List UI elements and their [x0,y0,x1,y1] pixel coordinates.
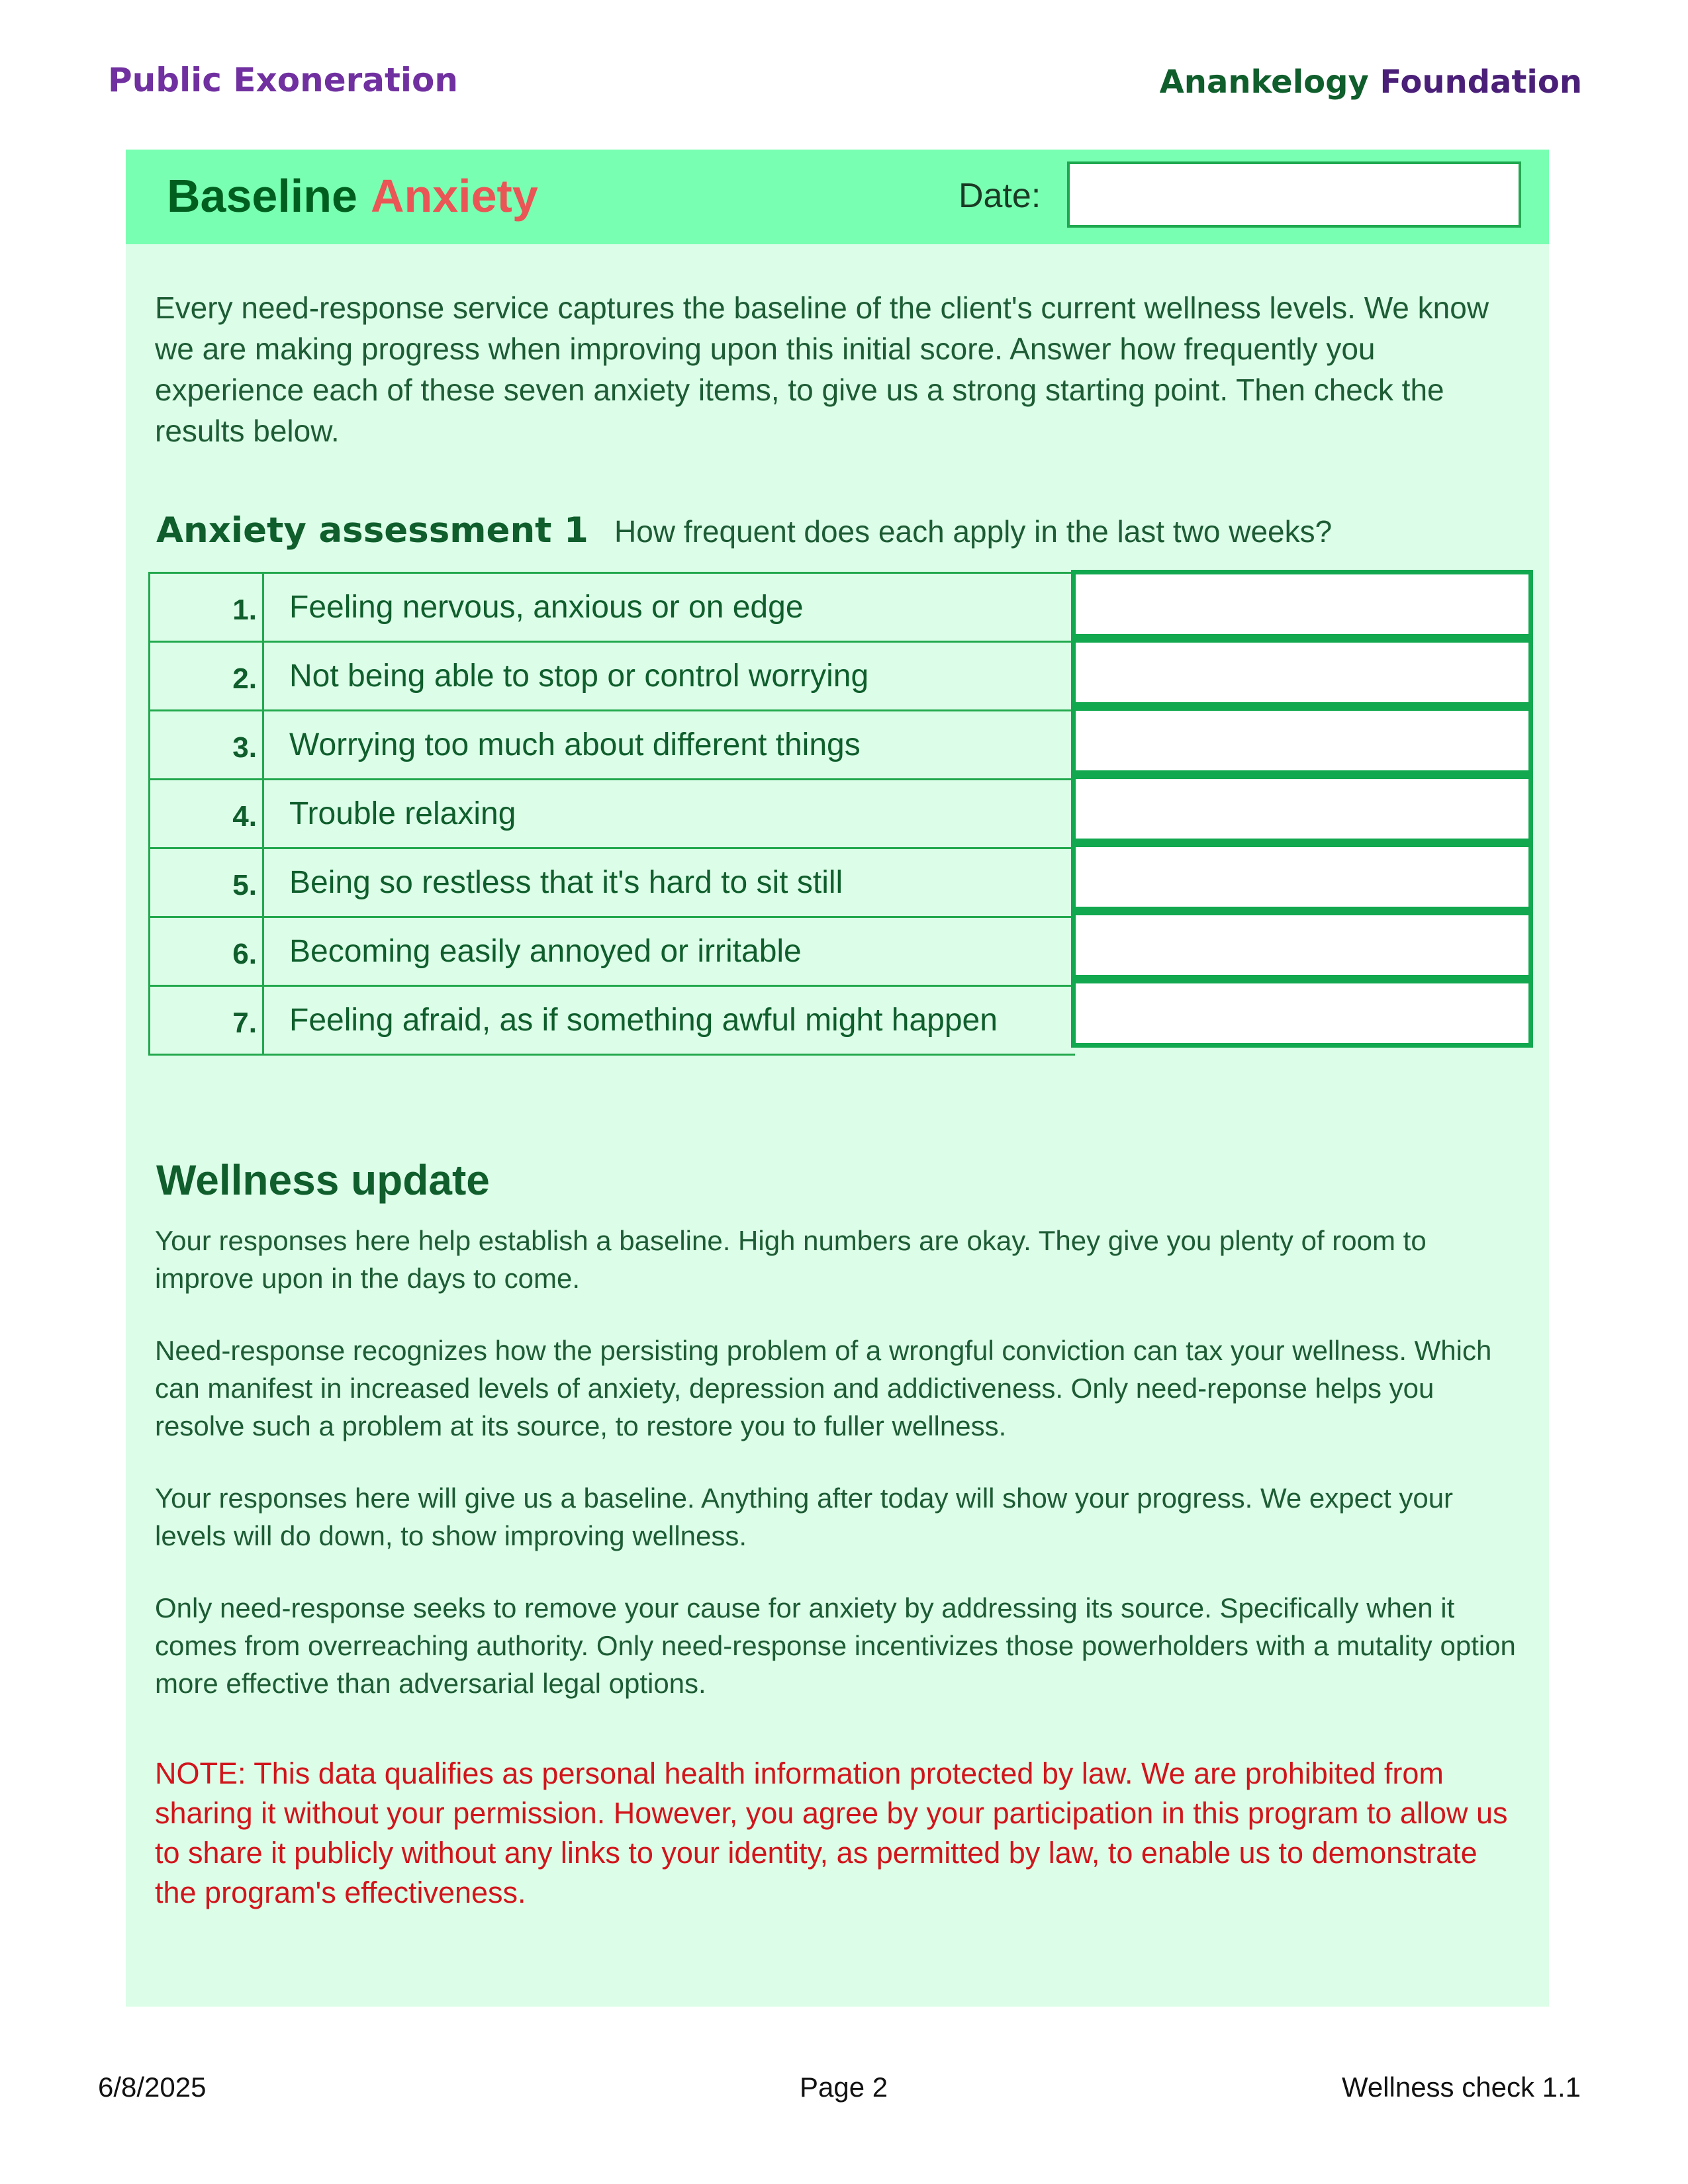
assessment-row [148,643,1075,711]
item-number: 6. [150,918,264,985]
answer-field-2[interactable] [1071,638,1533,707]
date-field[interactable] [1067,161,1521,228]
item-text: Becoming easily annoyed or irritable [289,934,802,969]
item-number: 4. [150,780,264,847]
assessment-row [148,711,1075,780]
assessment-row [148,574,1075,643]
answer-field-1[interactable] [1071,570,1533,639]
answer-field-6[interactable] [1071,911,1533,979]
wellness-paragraph: Your responses here help establish a baseline. High numbers are okay. They give you plenty of room to improve upon in the days to come. [155,1225,1427,1294]
item-text: Being so restless that it's hard to sit still [289,865,843,900]
footer-version: Wellness check 1.1 [1341,2071,1581,2103]
assessment-row [148,849,1075,918]
item-number: 5. [150,849,264,916]
footer-page-number: Page 2 [800,2071,888,2103]
assessment-title: Anxiety assessment 1 [156,510,588,551]
item-text: Not being able to stop or control worrying [289,659,869,694]
date-label: Date: [959,177,1041,215]
header-right-word-1: Anankelogy [1159,64,1369,101]
wellness-paragraph: Only need-response seeks to remove your cause for anxiety by addressing its source. Specifically when it comes from overreaching authority. Only need-response incentivizes those powerholders with a mutality option more effective than adversarial legal options. [155,1592,1516,1699]
wellness-paragraph: Your responses here will give us a baseline. Anything after today will show your progress. We expect your levels will do down, to show improving wellness. [155,1482,1454,1551]
page-title-word-2: Anxiety [370,170,538,222]
item-text: Feeling nervous, anxious or on edge [289,590,804,625]
header-left-title: Public Exoneration [108,61,459,99]
footer-date: 6/8/2025 [98,2071,207,2103]
form-panel [126,150,1549,2007]
item-number: 1. [150,574,264,641]
item-number: 3. [150,711,264,778]
wellness-update-title: Wellness update [156,1156,490,1204]
assessment-row [148,987,1075,1056]
intro-paragraph: Every need-response service captures the baseline of the client's current wellness levels. We know we are making progress when improving upon this initial score. Answer how frequently you experience each of these seven anxiety items, to give us a strong starting point. Then check the results below. [155,291,1489,448]
assessment-question: How frequent does each apply in the last two weeks? [614,514,1333,549]
wellness-paragraph: Need-response recognizes how the persisting problem of a wrongful conviction can tax your wellness. Which can manifest in increased levels of anxiety, depression and addictiveness. Only need-reponse helps you resolve such a problem at its source, to restore you to fuller wellness. [155,1335,1492,1441]
answer-field-7[interactable] [1071,979,1533,1048]
answer-field-5[interactable] [1071,842,1533,911]
answer-column [1071,570,1533,1048]
assessment-row [148,918,1075,987]
wellness-update-body [155,1222,1525,1947]
title-bar [126,150,1549,244]
answer-field-4[interactable] [1071,774,1533,843]
item-number: 2. [150,643,264,709]
item-text: Feeling afraid, as if something awful might happen [289,1003,998,1038]
privacy-note: NOTE: This data qualifies as personal health information protected by law. We are prohibited from sharing it without your permission. However, you agree by your participation in this program to allow us to share it publicly without any links to your identity, as permitted by law, to enable us to demonstrate the program's effectiveness. [155,1756,1508,1909]
header-right-word-2: Foundation [1380,64,1582,101]
item-text: Worrying too much about different things [289,727,861,762]
item-number: 7. [150,987,264,1054]
answer-field-3[interactable] [1071,706,1533,775]
page-title-word-1: Baseline [167,170,357,222]
header-right-title [1160,64,1582,101]
assessment-row [148,780,1075,849]
assessment-items-table [148,572,1075,1056]
item-text: Trouble relaxing [289,796,516,831]
page-title [167,169,538,222]
